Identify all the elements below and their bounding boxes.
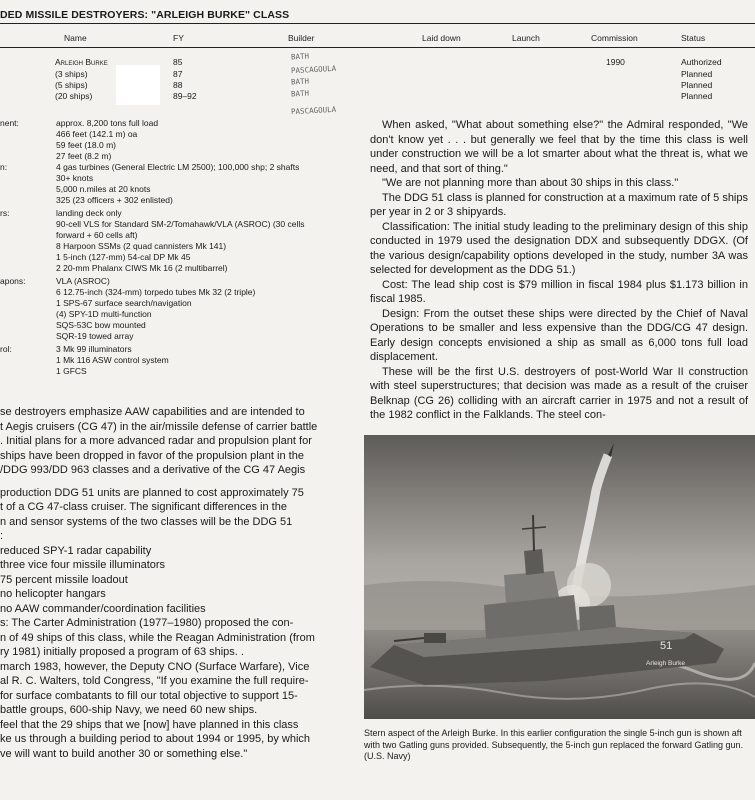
paragraph: Cost: The lead ship cost is $79 million in fiscal 1984 plus $1.173 billion in fiscal 1985. <box>370 278 748 305</box>
text-line: n of 49 ships of this class, while the Reagan Administration (from <box>0 631 315 644</box>
text-line: t of a CG 47-class cruiser. The significant differences in the <box>0 501 287 513</box>
spec-value: forward + 60 cells aft) <box>56 230 138 240</box>
spec-value: 5,000 n.miles at 20 knots <box>56 184 151 194</box>
spec-value: (4) SPY-1D multi-function <box>56 309 152 319</box>
col-header-launch: Launch <box>512 33 540 43</box>
text-line <box>0 478 360 486</box>
spec-label: rol: <box>0 344 12 354</box>
text-line: battle groups, 600-ship Navy, we need 60 new ships. <box>0 704 258 716</box>
title-rule <box>0 23 755 24</box>
text-line: s: The Carter Administration (1977–1980) proposed the con- <box>0 617 294 629</box>
spec-label: nent: <box>0 118 19 128</box>
spec-value: 1 5-inch (127-mm) 54-cal DP Mk 45 <box>56 252 191 262</box>
paragraph: Classification: The initial study leading to the preliminary design of this ship conducted in 1979 used the designation DDX and subsequently DDGX. (Of the various design/capability options developed in the study, number 3A was selected for development as the DDG 51.) <box>370 220 748 276</box>
ship-fy: 87 <box>173 69 183 79</box>
col-header-builder: Builder <box>288 33 315 43</box>
builder-handwritten: BATH <box>290 51 310 62</box>
spec-value: approx. 8,200 tons full load <box>56 118 159 128</box>
ship-status: Planned <box>681 91 713 101</box>
text-line: se destroyers emphasize AAW capabilities and are intended to <box>0 406 305 418</box>
text-line: no AAW commander/coordination facilities <box>0 602 206 615</box>
ship-status: Authorized <box>681 57 722 67</box>
builder-handwritten: BATH <box>290 76 310 87</box>
ship-fy: 89–92 <box>173 91 197 101</box>
ship-fy: 88 <box>173 80 183 90</box>
text-line: t Aegis cruisers (CG 47) in the air/missile defense of carrier battle <box>0 420 318 433</box>
right-body-text <box>370 118 748 423</box>
spec-value: 466 feet (142.1 m) oa <box>56 129 138 139</box>
text-line: no helicopter hangars <box>0 588 106 600</box>
paragraph: When asked, "What about something else?" the Admiral responded, "We don't know yet . . . but generally we feel that by the time this class is well under construction we will be a lot smarter about what the threat is, what we need, and that sort of thing." <box>370 119 748 175</box>
hull-number: 51 <box>660 640 673 652</box>
text-line: three vice four missile illuminators <box>0 559 166 571</box>
ship-fy: 85 <box>173 57 183 67</box>
ship-illustration <box>364 435 755 719</box>
spec-value: 325 (23 officers + 302 enlisted) <box>56 195 173 205</box>
text-line: n and sensor systems of the two classes will be the DDG 51 <box>0 515 293 528</box>
spec-value: VLA (ASROC) <box>56 276 110 286</box>
spec-value: 4 gas turbines (General Electric LM 2500); 100,000 shp; 2 shafts <box>56 162 300 172</box>
photo-caption: Stern aspect of the Arleigh Burke. In this earlier configuration the single 5-inch gun is shown aft with two Gatling guns provided. Subsequently, the 5-inch gun replaced the forward Gatling gun. (U.S. Navy) <box>364 728 744 761</box>
paragraph: These will be the first U.S. destroyers of post-World War II construction with steel superstructures; that decision was made as a result of the cruiser Belknap (CG 26) colliding with an aircraft carrier in 1975 and not a result of the 1982 conflict in the Falklands. The steel con- <box>370 365 748 421</box>
text-line: production DDG 51 units are planned to cost approximately 75 <box>0 486 304 499</box>
spec-value: 6 12.75-inch (324-mm) torpedo tubes Mk 32 (2 triple) <box>56 287 256 297</box>
header-rule <box>0 47 755 48</box>
spec-value: 90-cell VLS for Standard SM-2/Tomahawk/VLA (ASROC) (30 cells <box>56 219 305 229</box>
spec-value: landing deck only <box>56 208 122 218</box>
redaction-patch <box>116 65 160 105</box>
spec-label: n: <box>0 162 8 172</box>
spec-label: apons: <box>0 276 26 286</box>
text-line: /DDG 993/DD 963 classes and a derivative of the CG 47 Aegis <box>0 464 306 476</box>
col-header-status: Status <box>681 33 706 43</box>
spec-value: 1 SPS-67 surface search/navigation <box>56 298 192 308</box>
spec-label: rs: <box>0 208 10 218</box>
col-header-commission: Commission <box>591 33 638 43</box>
ship-status: Planned <box>681 69 713 79</box>
spec-value: SQR-19 towed array <box>56 331 134 341</box>
stern-name-marking: Arleigh Burke <box>646 660 686 667</box>
text-line: feel that the 29 ships that we [now] have planned in this class <box>0 718 299 731</box>
spec-value: 1 GFCS <box>56 366 87 376</box>
spec-value: 1 Mk 116 ASW control system <box>56 355 169 365</box>
spec-value: 27 feet (8.2 m) <box>56 151 112 161</box>
paragraph: The DDG 51 class is planned for construction at a maximum rate of 5 ships per year in 2 or 3 shipyards. <box>370 191 748 218</box>
ship-name: Arleigh Burke <box>55 57 108 67</box>
text-line: 75 percent missile loadout <box>0 573 128 586</box>
col-header-name: Name <box>64 33 87 43</box>
ship-name: (5 ships) <box>55 80 88 90</box>
spec-value: 3 Mk 99 illuminators <box>56 344 132 354</box>
ship-illustration-svg <box>364 435 755 719</box>
table-title: DED MISSILE DESTROYERS: "ARLEIGH BURKE" CLASS <box>0 9 290 21</box>
spec-value: 59 feet (18.0 m) <box>56 140 117 150</box>
spec-value: 8 Harpoon SSMs (2 quad cannisters Mk 141) <box>56 241 227 251</box>
builder-handwritten: BATH <box>290 88 310 99</box>
text-line: ve will want to build another 30 or something else." <box>0 747 248 760</box>
text-line: for surface combatants to fill our total objective to support 15- <box>0 689 298 702</box>
builder-handwritten: PASCAGOULA <box>290 63 337 76</box>
text-line: ships have been dropped in favor of the propulsion plant in the <box>0 449 304 462</box>
text-line: . Initial plans for a more advanced radar and propulsion plant for <box>0 435 312 447</box>
text-line: march 1983, however, the Deputy CNO (Surface Warfare), Vice <box>0 660 310 673</box>
paragraph: Design: From the outset these ships were directed by the Chief of Naval Operations to be smaller and less expensive than the DDG/CG 47 design. Early design concepts envisioned a ship as small as 6,000 tons full load displacement. <box>370 307 748 363</box>
spec-value: 30+ knots <box>56 173 94 183</box>
text-line: reduced SPY-1 radar capability <box>0 544 152 557</box>
col-header-laid-down: Laid down <box>422 33 461 43</box>
spec-value: 2 20-mm Phalanx CIWS Mk 16 (2 multibarrel) <box>56 263 228 273</box>
paragraph: "We are not planning more than about 30 ships in this class." <box>382 177 679 189</box>
left-body-text <box>0 405 360 761</box>
text-line: ry 1981) initially proposed a program of 63 ships. . <box>0 646 244 658</box>
text-line: al R. C. Walters, told Congress, "If you examine the full require- <box>0 675 309 687</box>
builder-handwritten-extra: PASCAGOULA <box>290 104 337 117</box>
col-header-fy: FY <box>173 33 184 43</box>
ship-name: (3 ships) <box>55 69 88 79</box>
spec-value: SQS-53C bow mounted <box>56 320 146 330</box>
ship-name: (20 ships) <box>55 91 93 101</box>
text-line: ke us through a building period to about 1994 or 1995, by which <box>0 733 311 745</box>
commission-year: 1990 <box>606 57 625 67</box>
text-line: : <box>0 530 4 542</box>
ship-status: Planned <box>681 80 713 90</box>
